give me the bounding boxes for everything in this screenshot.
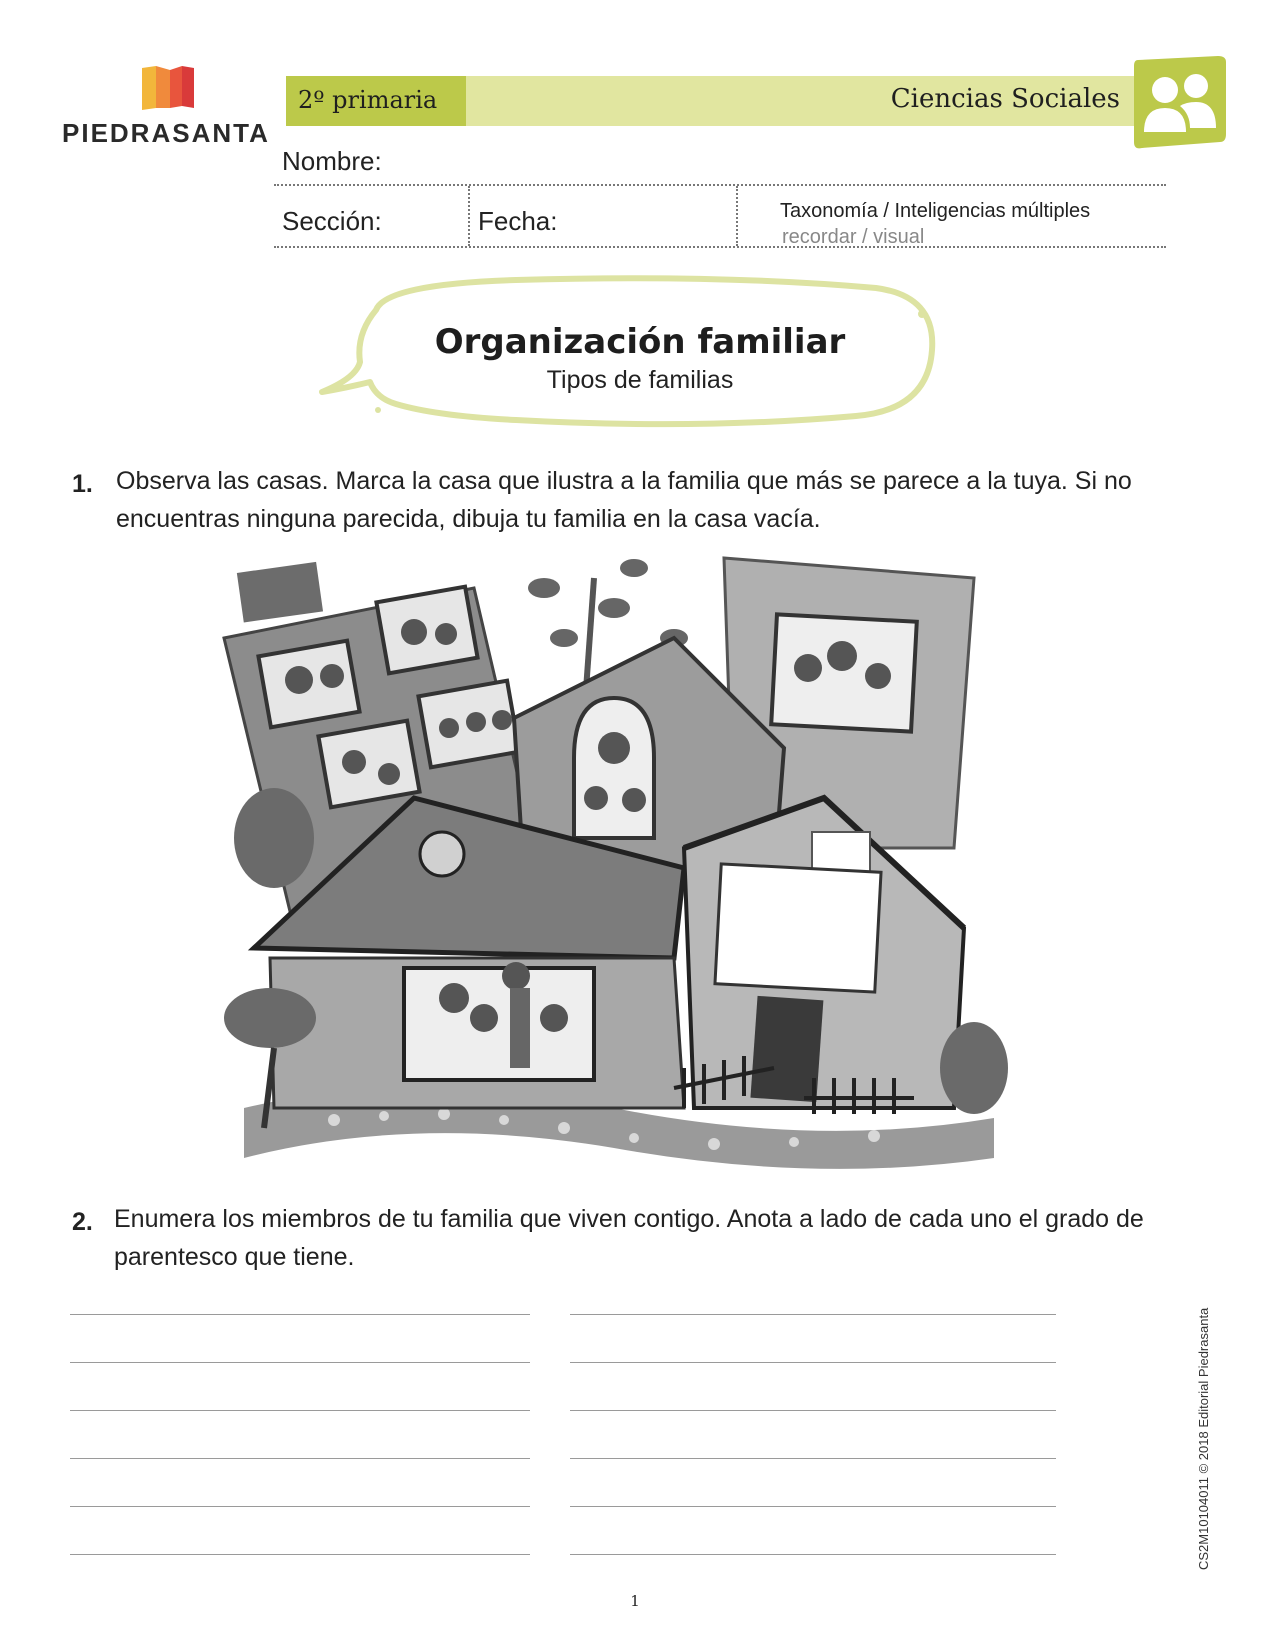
answer-line-left-3[interactable] (70, 1410, 530, 1411)
people-icon (1130, 54, 1230, 154)
houses-illustration (214, 548, 1014, 1184)
question-1-text: Observa las casas. Marca la casa que ilustra a la familia que más se parece a la tuya. Si no encuentras ninguna parecida, dibuja tu familia en la casa vacía. (116, 467, 1132, 533)
copyright-code (1196, 1280, 1216, 1570)
question-2-text: Enumera los miembros de tu familia que viven contigo. Anota a lado de cada uno el grado de parentesco que tiene. (114, 1205, 1144, 1271)
page-title: Organización familiar (434, 322, 846, 362)
question-1-number: 1. (72, 470, 93, 498)
answer-line-left-4[interactable] (70, 1458, 530, 1459)
answer-line-left-2[interactable] (70, 1362, 530, 1363)
page-subtitle: Tipos de familias (546, 366, 734, 394)
answer-line-right-4[interactable] (570, 1458, 1056, 1459)
section-label: Sección: (282, 206, 382, 236)
taxonomy-label: Taxonomía / Inteligencias múltiples (780, 200, 1091, 222)
section-divider (468, 186, 470, 246)
brand-name: PIEDRASANTA (62, 118, 270, 148)
name-label: Nombre: (282, 146, 382, 176)
subject-label: Ciencias Sociales (890, 84, 1120, 114)
page-number: 1 (630, 1592, 640, 1610)
question-2-number: 2. (72, 1208, 93, 1236)
copyright-text: CS2M10104011 © 2018 Editorial Piedrasanta (1196, 1307, 1211, 1570)
taxonomy-value: recordar / visual (782, 226, 925, 248)
answer-line-right-1[interactable] (570, 1314, 1056, 1315)
answer-line-left-5[interactable] (70, 1506, 530, 1507)
name-line (274, 184, 1166, 186)
form-bottom-line (274, 246, 1166, 248)
date-label: Fecha: (478, 206, 558, 236)
answer-line-right-5[interactable] (570, 1506, 1056, 1507)
piedrasanta-logo-icon (140, 62, 196, 112)
date-divider (736, 186, 738, 246)
answer-line-right-3[interactable] (570, 1410, 1056, 1411)
answer-line-right-6[interactable] (570, 1554, 1056, 1555)
answer-line-left-1[interactable] (70, 1314, 530, 1315)
grade-label: 2º primaria (298, 86, 438, 114)
answer-line-right-2[interactable] (570, 1362, 1056, 1363)
answer-line-left-6[interactable] (70, 1554, 530, 1555)
